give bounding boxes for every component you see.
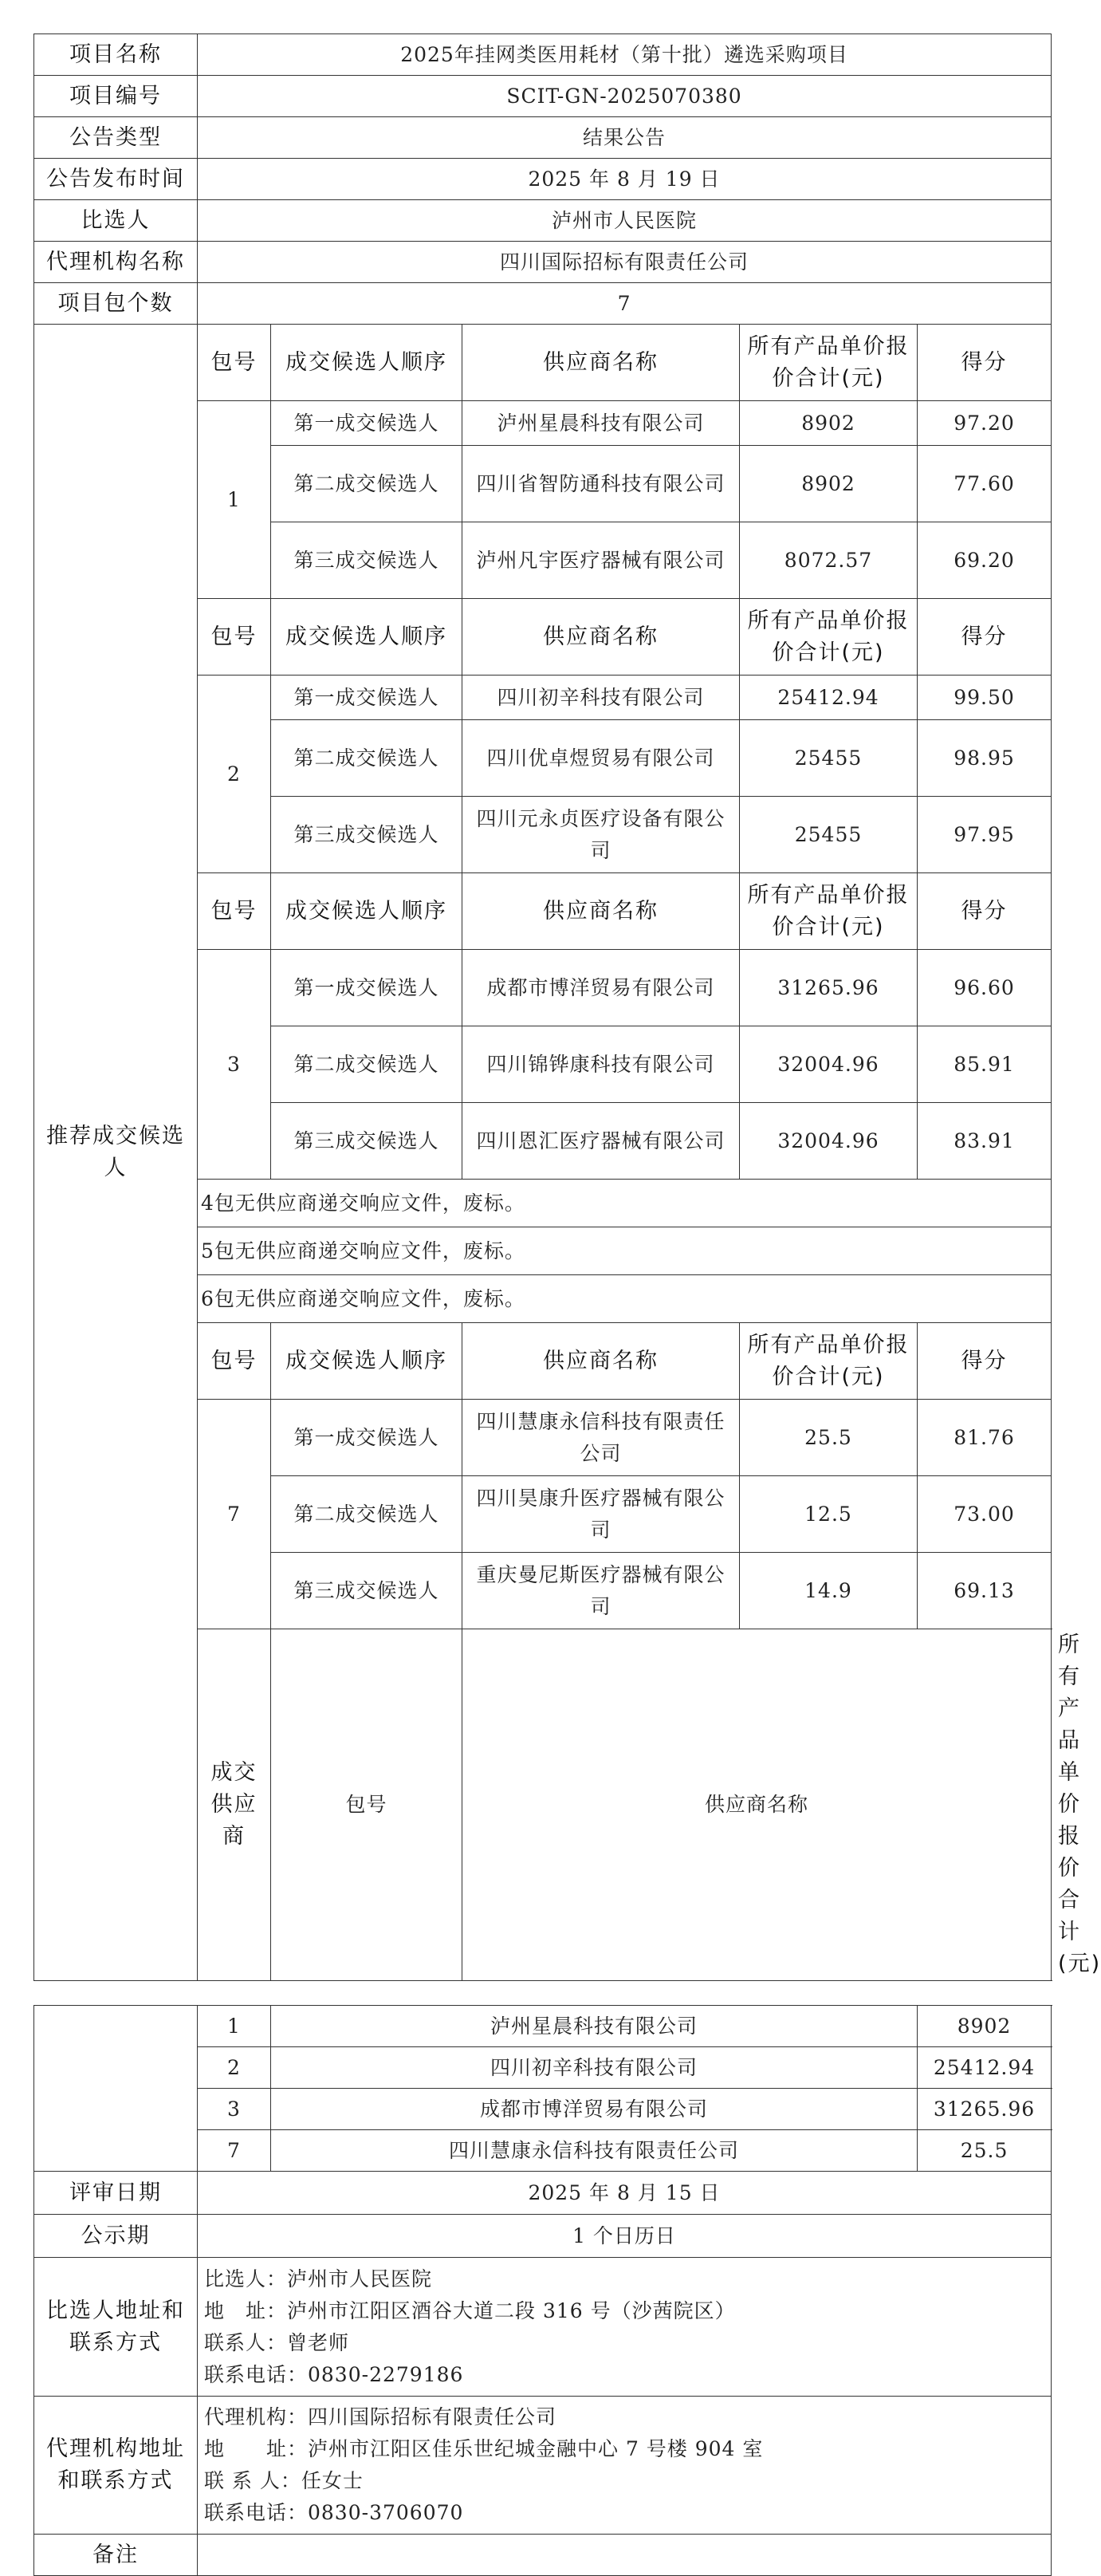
- candidate-price: 31265.96: [740, 950, 918, 1026]
- candidate-score: 96.60: [918, 950, 1052, 1026]
- winners-and-footer-table: [33, 2005, 1052, 2576]
- candidate-rank: 第二成交候选人: [271, 720, 462, 797]
- row-publicity: [34, 2215, 1052, 2258]
- candidate-rank: 第三成交候选人: [271, 522, 462, 599]
- publish-time-label: 公告发布时间: [34, 159, 198, 200]
- row-publish-time: [34, 159, 1052, 200]
- winners-header-supplier: 供应商名称: [462, 1629, 1052, 1981]
- winner-supplier: 泸州星晨科技有限公司: [271, 2006, 918, 2047]
- package-4-note: 4包无供应商递交响应文件，废标。: [198, 1180, 1052, 1227]
- pkg-header-supplier: 供应商名称: [462, 1323, 740, 1400]
- candidate-price: 12.5: [740, 1476, 918, 1553]
- winners-label: 成交供应商: [198, 1629, 271, 1981]
- row-agency: [34, 242, 1052, 283]
- winner-price: 8902: [918, 2006, 1052, 2047]
- candidate-score: 73.00: [918, 1476, 1052, 1553]
- selector-contact-person: 联系人：曾老师: [204, 2330, 350, 2354]
- candidate-supplier: 重庆曼尼斯医疗器械有限公司: [462, 1553, 740, 1629]
- candidates-section-label: 推荐成交候选人: [34, 325, 198, 1981]
- row-remark: [34, 2535, 1052, 2576]
- remark-label: 备注: [34, 2535, 198, 2576]
- candidate-price: 32004.96: [740, 1103, 918, 1180]
- candidate-score: 98.95: [918, 720, 1052, 797]
- package-count-value: 7: [198, 283, 1052, 325]
- candidate-supplier: 成都市博洋贸易有限公司: [462, 950, 740, 1026]
- candidate-score: 99.50: [918, 676, 1052, 720]
- row-package-count: [34, 283, 1052, 325]
- winner-supplier: 四川慧康永信科技有限责任公司: [271, 2130, 918, 2172]
- pkg-header-price: 所有产品单价报价合计(元): [740, 1323, 918, 1400]
- project-no-value: SCIT-GN-2025070380: [198, 76, 1052, 117]
- candidate-supplier: 四川慧康永信科技有限责任公司: [462, 1400, 740, 1476]
- agency-contact-block: [198, 2397, 1052, 2535]
- selector-label: 比选人: [34, 200, 198, 242]
- row-review-date: [34, 2172, 1052, 2215]
- publicity-label: 公示期: [34, 2215, 198, 2258]
- candidate-supplier: 泸州星晨科技有限公司: [462, 401, 740, 446]
- pkg-header-rank: 成交候选人顺序: [271, 599, 462, 676]
- pkg-header-rank: 成交候选人顺序: [271, 325, 462, 401]
- candidate-score: 83.91: [918, 1103, 1052, 1180]
- notice-type-value: 结果公告: [198, 117, 1052, 159]
- winners-header-row: 成交供应商 包号 供应商名称 所有产品单价报价合计(元): [34, 1629, 1052, 1981]
- candidate-price: 8072.57: [740, 522, 918, 599]
- candidate-price: 32004.96: [740, 1026, 918, 1103]
- candidate-rank: 第三成交候选人: [271, 1553, 462, 1629]
- candidate-rank: 第三成交候选人: [271, 797, 462, 873]
- candidate-price: 25412.94: [740, 676, 918, 720]
- project-name-label: 项目名称: [34, 34, 198, 76]
- package-count-label: 项目包个数: [34, 283, 198, 325]
- selector-contact-phone: 联系电话：0830-2279186: [204, 2362, 464, 2386]
- package-number: 3: [198, 950, 271, 1180]
- row-project-no: [34, 76, 1052, 117]
- pkg-header-rank: 成交候选人顺序: [271, 873, 462, 950]
- pkg-header-score: 得分: [918, 873, 1052, 950]
- selector-contact-block: [198, 2258, 1052, 2397]
- table-row: [34, 2006, 1052, 2047]
- candidate-supplier: 四川锦铧康科技有限公司: [462, 1026, 740, 1103]
- candidate-price: 25455: [740, 797, 918, 873]
- candidate-rank: 第三成交候选人: [271, 1103, 462, 1180]
- winner-supplier: 成都市博洋贸易有限公司: [271, 2089, 918, 2130]
- notice-table: [33, 33, 1101, 1981]
- pkg-header-package: 包号: [198, 1323, 271, 1400]
- agency-contact-name: 代理机构：四川国际招标有限责任公司: [204, 2405, 557, 2428]
- candidate-price: 8902: [740, 401, 918, 446]
- agency-contact-label: 代理机构地址和联系方式: [34, 2397, 198, 2535]
- package-number: 7: [198, 1400, 271, 1629]
- winners-header-package: 包号: [271, 1629, 462, 1981]
- winner-supplier: 四川初辛科技有限公司: [271, 2047, 918, 2089]
- candidate-supplier: 四川元永贞医疗设备有限公司: [462, 797, 740, 873]
- agency-contact-person: 联 系 人：任女士: [204, 2469, 364, 2492]
- candidate-score: 97.20: [918, 401, 1052, 446]
- selector-contact-label: 比选人地址和联系方式: [34, 2258, 198, 2397]
- pkg-header-package: 包号: [198, 599, 271, 676]
- selector-value: 泸州市人民医院: [198, 200, 1052, 242]
- candidate-price: 8902: [740, 446, 918, 522]
- review-date-value: 2025 年 8 月 15 日: [198, 2172, 1052, 2215]
- winner-price: 25.5: [918, 2130, 1052, 2172]
- candidate-rank: 第一成交候选人: [271, 950, 462, 1026]
- agency-contact-phone: 联系电话：0830-3706070: [204, 2501, 464, 2524]
- candidate-rank: 第二成交候选人: [271, 1026, 462, 1103]
- agency-label: 代理机构名称: [34, 242, 198, 283]
- candidate-supplier: 四川恩汇医疗器械有限公司: [462, 1103, 740, 1180]
- pkg-header-score: 得分: [918, 1323, 1052, 1400]
- result-notice: [33, 33, 1101, 2576]
- pkg-header-supplier: 供应商名称: [462, 325, 740, 401]
- agency-value: 四川国际招标有限责任公司: [198, 242, 1052, 283]
- pkg-header-rank: 成交候选人顺序: [271, 1323, 462, 1400]
- candidate-score: 85.91: [918, 1026, 1052, 1103]
- candidate-supplier: 泸州凡宇医疗器械有限公司: [462, 522, 740, 599]
- candidate-supplier: 四川优卓煜贸易有限公司: [462, 720, 740, 797]
- winner-price: 31265.96: [918, 2089, 1052, 2130]
- remark-value: [198, 2535, 1052, 2576]
- candidate-supplier: 四川省智防通科技有限公司: [462, 446, 740, 522]
- pkg-header-score: 得分: [918, 599, 1052, 676]
- selector-contact-name: 比选人：泸州市人民医院: [204, 2267, 433, 2290]
- row-notice-type: [34, 117, 1052, 159]
- candidate-rank: 第一成交候选人: [271, 676, 462, 720]
- candidate-supplier: 四川初辛科技有限公司: [462, 676, 740, 720]
- package-6-note: 6包无供应商递交响应文件，废标。: [198, 1275, 1052, 1323]
- candidate-score: 69.20: [918, 522, 1052, 599]
- page-gap: [33, 1981, 1051, 2005]
- row-agency-contact: [34, 2397, 1052, 2535]
- package-5-note: 5包无供应商递交响应文件，废标。: [198, 1227, 1052, 1275]
- candidate-rank: 第一成交候选人: [271, 401, 462, 446]
- winners-label-continued: [34, 2006, 198, 2172]
- package-number: 1: [198, 401, 271, 599]
- winner-price: 25412.94: [918, 2047, 1052, 2089]
- project-no-label: 项目编号: [34, 76, 198, 117]
- pkg-header-price: 所有产品单价报价合计(元): [740, 325, 918, 401]
- project-name-value: 2025年挂网类医用耗材（第十批）遴选采购项目: [198, 34, 1052, 76]
- candidate-score: 97.95: [918, 797, 1052, 873]
- candidate-price: 25.5: [740, 1400, 918, 1476]
- pkg-header-package: 包号: [198, 873, 271, 950]
- review-date-label: 评审日期: [34, 2172, 198, 2215]
- agency-contact-address: 地 址：泸州市江阳区佳乐世纪城金融中心 7 号楼 904 室: [204, 2437, 764, 2460]
- winner-package: 3: [198, 2089, 271, 2130]
- candidate-price: 14.9: [740, 1553, 918, 1629]
- pkg-header-package: 包号: [198, 325, 271, 401]
- pkg1-header-row: [34, 325, 1052, 401]
- row-selector: [34, 200, 1052, 242]
- selector-contact-address: 地 址：泸州市江阳区酒谷大道二段 316 号（沙茜院区）: [204, 2298, 736, 2322]
- candidate-score: 69.13: [918, 1553, 1052, 1629]
- winner-package: 2: [198, 2047, 271, 2089]
- row-selector-contact: [34, 2258, 1052, 2397]
- candidate-rank: 第二成交候选人: [271, 1476, 462, 1553]
- pkg-header-price: 所有产品单价报价合计(元): [740, 599, 918, 676]
- candidate-supplier: 四川昊康升医疗器械有限公司: [462, 1476, 740, 1553]
- publish-time-value: 2025 年 8 月 19 日: [198, 159, 1052, 200]
- pkg-header-score: 得分: [918, 325, 1052, 401]
- candidate-rank: 第一成交候选人: [271, 1400, 462, 1476]
- winner-package: 1: [198, 2006, 271, 2047]
- winner-package: 7: [198, 2130, 271, 2172]
- candidate-price: 25455: [740, 720, 918, 797]
- publicity-value: 1 个日历日: [198, 2215, 1052, 2258]
- pkg-header-supplier: 供应商名称: [462, 873, 740, 950]
- candidate-score: 77.60: [918, 446, 1052, 522]
- pkg-header-price: 所有产品单价报价合计(元): [740, 873, 918, 950]
- candidate-score: 81.76: [918, 1400, 1052, 1476]
- candidate-rank: 第二成交候选人: [271, 446, 462, 522]
- package-number: 2: [198, 676, 271, 873]
- row-project-name: [34, 34, 1052, 76]
- pkg-header-supplier: 供应商名称: [462, 599, 740, 676]
- notice-type-label: 公告类型: [34, 117, 198, 159]
